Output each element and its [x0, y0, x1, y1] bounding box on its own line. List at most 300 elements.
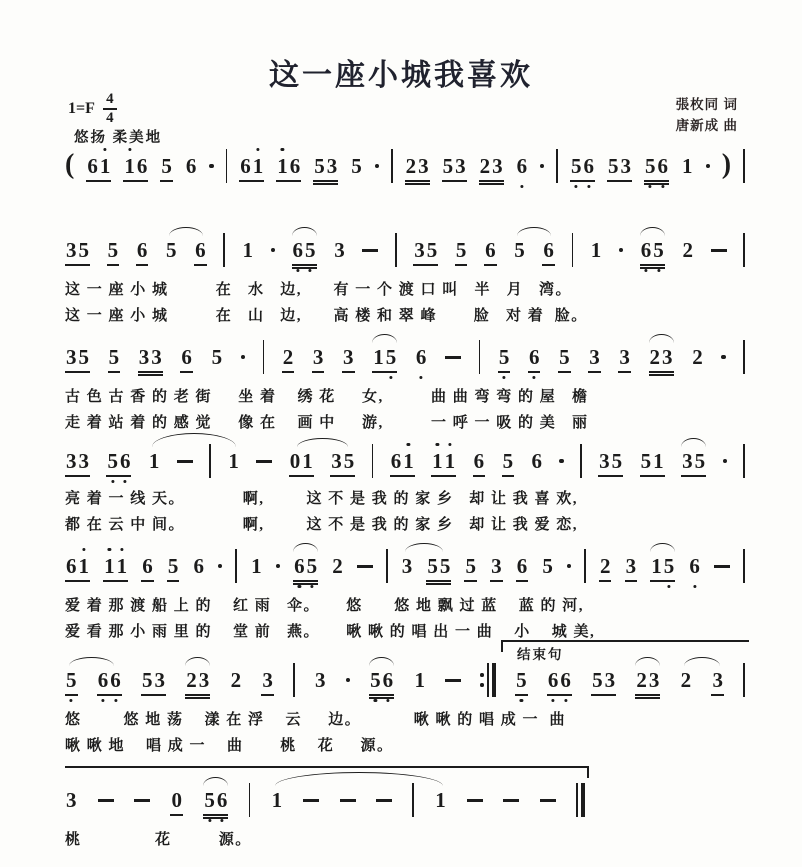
note-token — [103, 554, 128, 582]
paren: ( — [65, 149, 75, 180]
digit-row — [331, 554, 344, 578]
note-digit: 1 — [78, 554, 91, 578]
digit-row — [65, 668, 78, 692]
note-digit: 6 — [185, 154, 197, 178]
note-digit: 5 — [663, 554, 676, 578]
barline — [743, 149, 745, 183]
note-digit: 3 — [491, 554, 502, 578]
digit-row — [107, 238, 120, 262]
beam-underline — [542, 264, 555, 266]
beam-underline — [598, 475, 623, 477]
note-digit: 6 — [66, 554, 77, 578]
note-digit: 1 — [444, 449, 457, 473]
octave-dot-low — [101, 699, 104, 702]
note-token — [413, 238, 438, 266]
octave-dot-low — [296, 269, 299, 272]
beam-underline — [292, 264, 317, 266]
note-digit: 5 — [607, 154, 619, 178]
dash — [362, 249, 378, 252]
note-digit: 6 — [109, 668, 122, 692]
dash — [376, 799, 392, 802]
note-token — [180, 345, 193, 373]
note-token — [314, 668, 327, 692]
beam-underline — [588, 371, 601, 373]
note-token — [434, 788, 447, 812]
note-digit: 5 — [369, 668, 382, 692]
note-token — [330, 449, 355, 477]
note-token — [711, 668, 724, 696]
note-token — [148, 449, 161, 473]
notation-row — [65, 647, 745, 699]
digit-row — [239, 154, 264, 178]
barline — [386, 549, 388, 583]
beam-underline — [107, 264, 120, 266]
digit-row — [431, 449, 456, 473]
note-token — [333, 238, 346, 262]
note-digit: 6 — [195, 238, 206, 262]
lyrics-row: 走 着 站 着 的 感 觉 像 在 画 中 游, 一 呼 一 吸 的 美 丽 — [65, 414, 589, 431]
digit-row — [250, 554, 263, 578]
note-token — [516, 154, 529, 178]
note-digit: 2 — [332, 554, 343, 578]
note-digit: 5 — [514, 238, 525, 262]
digit-row — [350, 154, 363, 178]
beam-underline — [369, 694, 394, 696]
beam-underline — [640, 264, 665, 266]
beam-underline — [516, 580, 529, 582]
slur-arc — [372, 334, 397, 343]
dash — [177, 460, 193, 463]
note-digit: 1 — [373, 345, 384, 369]
beam-underline — [185, 694, 210, 696]
note-digit: 5 — [385, 345, 398, 369]
digit-row — [333, 238, 346, 262]
digit-row — [570, 154, 595, 178]
digit-row — [413, 238, 438, 262]
music-system — [65, 149, 745, 194]
note-digit: 3 — [492, 154, 503, 178]
note-digit: 5 — [65, 668, 78, 692]
dash — [467, 799, 483, 802]
note-digit: 5 — [107, 238, 119, 262]
digit-row — [618, 345, 631, 369]
lyrics-row: 都 在 云 中 间。 啊, 这 不 是 我 的 家 乡 却 让 我 爱 恋, — [65, 516, 579, 533]
beam-underline — [312, 371, 325, 373]
note-token — [516, 554, 529, 582]
beam-underline — [65, 475, 90, 477]
octave-dot-low — [124, 480, 127, 483]
beam-underline — [558, 371, 571, 373]
note-digit: 3 — [66, 238, 77, 262]
beam-underline — [455, 264, 468, 266]
note-digit: 3 — [154, 668, 166, 692]
note-digit: 2 — [230, 668, 242, 692]
tempo-marking: 悠扬 柔美地 — [74, 130, 163, 146]
beam-underline — [65, 264, 90, 266]
beam-underline — [170, 814, 183, 816]
note-token — [644, 154, 669, 185]
note-digit: 3 — [334, 238, 345, 262]
beam-underline — [86, 180, 111, 182]
beam-underline — [97, 694, 122, 696]
final-barline — [576, 783, 585, 817]
note-token — [170, 788, 183, 816]
note-digit: 6 — [543, 238, 554, 262]
note-digit: 5 — [78, 238, 89, 262]
digit-row — [141, 668, 166, 692]
digit-row — [649, 345, 674, 369]
note-digit: 5 — [652, 238, 665, 262]
dash — [256, 460, 272, 463]
note-digit: 5 — [644, 154, 657, 178]
digit-row — [170, 788, 183, 812]
note-token — [542, 238, 555, 266]
digit-row — [369, 668, 394, 692]
note-digit: 6 — [531, 449, 543, 473]
note-token — [141, 554, 154, 582]
dash — [714, 565, 730, 568]
augmentation-dot — [540, 164, 544, 168]
notation-row — [65, 449, 745, 478]
digit-row — [148, 449, 161, 473]
digit-row — [681, 154, 694, 178]
augmentation-dot — [276, 564, 280, 568]
digit-row — [691, 345, 704, 369]
note-digit: 6 — [688, 554, 701, 578]
slur-arc — [369, 657, 394, 666]
note-digit: 3 — [198, 668, 210, 692]
beam-underline — [65, 371, 90, 373]
note-digit: 5 — [570, 154, 583, 178]
barline — [372, 444, 374, 478]
octave-dot-high — [448, 443, 451, 446]
note-token — [513, 238, 526, 262]
slur-arc — [405, 543, 444, 552]
digit-row — [688, 554, 701, 578]
note-digit: 5 — [542, 554, 553, 578]
digit-row — [185, 668, 210, 692]
note-digit: 5 — [442, 154, 454, 178]
beam-underline — [293, 580, 318, 582]
digit-row — [498, 345, 511, 369]
beam-underline — [547, 694, 572, 696]
credits — [676, 94, 738, 136]
digit-row — [681, 449, 706, 473]
digit-row — [635, 668, 660, 692]
note-digit: 5 — [142, 668, 153, 692]
note-digit: 3 — [455, 154, 466, 178]
octave-dot-high — [82, 548, 85, 551]
augmentation-dot — [346, 678, 350, 682]
digit-row — [588, 345, 601, 369]
beam-underline — [194, 264, 207, 266]
beam-underline — [625, 580, 638, 582]
notation-row — [65, 788, 585, 819]
lyrics-row: 啾 啾 地 唱 成 一 曲 桃 花 源。 — [65, 737, 394, 754]
augmentation-dot — [723, 459, 727, 463]
beam-underline — [141, 694, 166, 696]
beam-underline — [108, 371, 121, 373]
key-signature: 1=F — [68, 99, 95, 117]
digit-row — [558, 345, 571, 369]
slur-arc — [69, 657, 115, 666]
slur-arc — [203, 777, 228, 786]
digit-row — [313, 154, 338, 178]
note-digit: 5 — [203, 788, 216, 812]
lyrics-row: 亮 着 一 线 天。 啊, 这 不 是 我 的 家 乡 却 让 我 喜 欢, — [65, 491, 579, 507]
augmentation-dot — [721, 355, 725, 359]
note-token — [442, 154, 467, 182]
note-digit: 5 — [306, 554, 319, 578]
music-system — [65, 238, 745, 329]
beam-underline — [650, 580, 675, 582]
note-token — [194, 238, 207, 266]
note-digit: 1 — [276, 154, 289, 178]
note-token — [65, 449, 90, 477]
note-token — [531, 449, 544, 473]
dash — [134, 799, 150, 802]
digit-row — [442, 154, 467, 178]
octave-dot-low — [649, 185, 652, 188]
note-token — [688, 554, 701, 578]
note-token — [65, 788, 78, 812]
digit-row — [271, 788, 284, 812]
octave-dot-low — [386, 699, 389, 702]
octave-dot-high — [281, 148, 284, 151]
beam-underline — [502, 475, 515, 477]
octave-dot-low — [564, 699, 567, 702]
note-digit: 1 — [431, 449, 444, 473]
digit-row — [65, 449, 90, 473]
beam-underline — [490, 580, 503, 582]
beam-underline — [136, 264, 149, 266]
barline — [209, 444, 211, 478]
beam-underline — [644, 180, 669, 182]
digit-row — [502, 449, 515, 473]
beam-underline — [313, 183, 338, 185]
note-digit: 3 — [589, 345, 600, 369]
note-digit: 2 — [405, 154, 417, 178]
note-token — [558, 345, 571, 373]
beam-underline — [599, 580, 612, 582]
beam-underline — [276, 180, 301, 182]
ending-bracket — [501, 640, 749, 662]
digit-row — [180, 345, 193, 369]
beam-underline — [160, 180, 173, 182]
digit-row — [330, 449, 355, 473]
beam-underline — [167, 580, 180, 582]
note-token — [261, 668, 274, 696]
note-digit: 3 — [331, 449, 342, 473]
barline — [412, 783, 414, 817]
beam-underline — [479, 183, 504, 185]
note-digit: 3 — [662, 345, 673, 369]
note-token — [405, 154, 430, 185]
time-upper: 4 — [106, 91, 114, 107]
note-token — [138, 345, 163, 376]
dash — [503, 799, 519, 802]
note-token — [464, 554, 477, 582]
digit-row — [640, 449, 665, 473]
note-digit: 6 — [216, 788, 229, 812]
note-digit: 6 — [547, 668, 560, 692]
note-token — [141, 668, 166, 696]
beam-underline — [528, 371, 541, 373]
digit-row — [103, 554, 128, 578]
note-digit: 6 — [516, 154, 529, 178]
note-digit: 5 — [694, 449, 706, 473]
note-digit: 5 — [304, 238, 317, 262]
digit-row — [528, 345, 541, 369]
note-token — [276, 154, 301, 182]
note-token — [108, 345, 121, 373]
beam-underline — [570, 180, 595, 182]
note-digit: 2 — [186, 668, 197, 692]
digit-row — [473, 449, 486, 473]
lyrics-row: 悠 悠 地 荡 漾 在 浮 云 边。 啾 啾 的 唱 成 一 曲 — [65, 712, 567, 729]
note-token — [185, 668, 210, 699]
digit-row — [97, 668, 122, 692]
octave-dot-low — [693, 585, 696, 588]
note-token — [490, 554, 503, 582]
note-token — [515, 668, 528, 696]
beam-underline — [635, 697, 660, 699]
octave-dot-low — [419, 376, 422, 379]
note-digit: 3 — [620, 154, 631, 178]
beam-underline — [515, 694, 528, 696]
note-token — [607, 154, 632, 182]
digit-row — [464, 554, 477, 578]
note-digit: 5 — [515, 668, 528, 692]
note-token — [498, 345, 511, 373]
music-system — [65, 788, 585, 854]
octave-dot-low — [520, 185, 523, 188]
digit-row — [312, 345, 325, 369]
digit-row — [413, 668, 426, 692]
note-digit: 2 — [599, 554, 611, 578]
note-digit: 1 — [435, 788, 446, 812]
octave-dot-low — [533, 376, 536, 379]
note-token — [97, 668, 122, 696]
beam-underline — [426, 583, 451, 585]
paren: ) — [721, 149, 732, 180]
octave-dot-low — [657, 269, 660, 272]
augmentation-dot — [567, 564, 571, 568]
note-digit: 3 — [138, 345, 150, 369]
note-digit: 5 — [165, 238, 177, 262]
note-token — [292, 238, 317, 269]
note-digit: 1 — [242, 238, 254, 262]
note-digit: 5 — [106, 449, 119, 473]
octave-dot-low — [114, 699, 117, 702]
note-token — [313, 154, 338, 185]
note-digit: 5 — [343, 449, 355, 473]
note-token — [203, 788, 228, 819]
octave-dot-high — [120, 548, 123, 551]
beam-underline — [479, 180, 504, 182]
note-digit: 1 — [682, 154, 693, 178]
beam-underline — [342, 371, 355, 373]
note-digit: 1 — [251, 554, 262, 578]
octave-dot-low — [667, 585, 670, 588]
note-digit: 6 — [390, 449, 402, 473]
note-token — [588, 345, 601, 373]
note-digit: 6 — [528, 345, 541, 369]
note-token — [473, 449, 486, 477]
note-digit: 6 — [582, 154, 595, 178]
slur-arc — [517, 227, 551, 236]
digit-row — [541, 554, 554, 578]
digit-row — [203, 788, 228, 812]
digit-row — [415, 345, 428, 369]
digit-row — [282, 345, 295, 369]
note-token — [160, 154, 173, 182]
beam-underline — [405, 180, 430, 182]
digit-row — [640, 238, 665, 262]
note-token — [415, 345, 428, 369]
note-digit: 3 — [66, 449, 77, 473]
music-system — [65, 345, 745, 436]
note-digit: 2 — [682, 238, 693, 262]
beam-underline — [106, 475, 131, 477]
lyrics-row: 这 一 座 小 城 在 山 边, 高 楼 和 翠 峰 脸 对 着 脸。 — [65, 307, 588, 324]
note-token — [211, 345, 224, 369]
beam-underline — [141, 580, 154, 582]
beam-underline — [426, 580, 451, 582]
octave-dot-high — [256, 148, 259, 151]
note-digit: 5 — [108, 345, 120, 369]
note-digit: 1 — [103, 554, 116, 578]
note-token — [106, 449, 131, 477]
digit-row — [401, 554, 414, 578]
note-digit: 6 — [640, 238, 653, 262]
slur-arc — [650, 543, 675, 552]
digit-row — [680, 668, 693, 692]
note-digit: 5 — [211, 345, 223, 369]
beam-underline — [405, 183, 430, 185]
digit-row — [625, 554, 638, 578]
note-digit: 6 — [240, 154, 251, 178]
note-digit: 3 — [326, 154, 338, 178]
digit-row — [65, 238, 90, 262]
lyrics-row: 爱 着 那 渡 船 上 的 红 雨 伞。 悠 悠 地 飘 过 蓝 蓝 的 河, — [65, 598, 585, 615]
octave-dot-low — [220, 819, 223, 822]
digit-row — [426, 554, 451, 578]
slur-arc — [681, 438, 706, 447]
octave-dot-high — [104, 148, 107, 151]
note-token — [227, 449, 240, 473]
note-token — [342, 345, 355, 373]
slur-arc — [635, 657, 660, 666]
beam-underline — [372, 371, 397, 373]
barline — [580, 444, 582, 478]
digit-row — [276, 154, 301, 178]
octave-dot-low — [575, 185, 578, 188]
note-token — [369, 668, 394, 699]
note-digit: 3 — [418, 154, 429, 178]
note-digit: 5 — [426, 238, 438, 262]
digit-row — [607, 154, 632, 178]
barline — [572, 233, 574, 267]
beam-underline — [261, 694, 274, 696]
lyrics-row: 桃 花 源。 — [65, 832, 252, 849]
note-token — [528, 345, 541, 373]
beam-underline — [138, 374, 163, 376]
octave-dot-low — [374, 699, 377, 702]
octave-dot-low — [661, 185, 664, 188]
octave-dot-high — [407, 443, 410, 446]
note-token — [502, 449, 515, 477]
